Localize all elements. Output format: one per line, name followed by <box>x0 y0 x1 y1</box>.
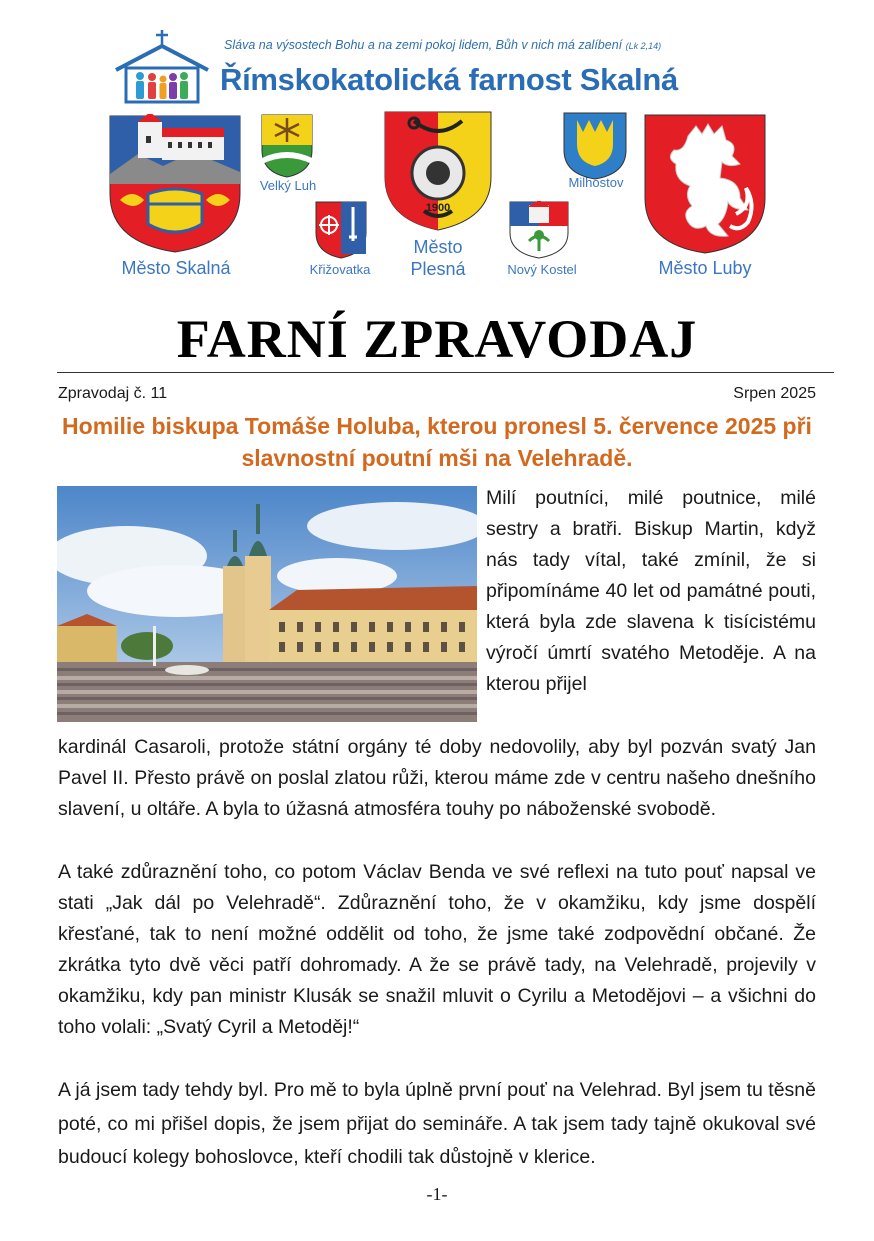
crest-skalna-icon <box>108 114 242 254</box>
article-paragraph-intro: Milí poutníci, milé poutnice, milé sestry a bratři. Biskup Martin, když nás tady vítal, také zmínil, že si připomínáme 40 let od památné pouti, která byla zde slavena k tisícistému výročí úmrtí svatého Metoděje. A na kterou přijel <box>486 487 816 695</box>
crest-label-krizovatka: Křižovatka <box>309 262 371 277</box>
crest-label-velky-luh: Velký Luh <box>259 178 317 193</box>
crest-label-milhostov: Milhostov <box>568 175 624 190</box>
article-paragraph-3: A já jsem tady tehdy byl. Pro mě to byla úplně první pouť na Velehrad. Byl jsem tu těsně poté, co mi přišel dopis, že jsem přijat do semináře. A tak jsem tady tajně okukoval své budoucí kolegy bohoslovce, kteří chodili tak důstojně v klerice. <box>58 1079 816 1168</box>
issue-number: Zpravodaj č. 11 <box>58 385 168 402</box>
crest-plesna-year: 1900 <box>425 202 451 214</box>
parish-logo-icon <box>112 30 212 106</box>
crest-label-luby: Město Luby <box>658 258 752 278</box>
crest-label-novy-kostel: Nový Kostel <box>507 262 577 277</box>
title-divider <box>57 372 834 373</box>
crest-label-plesna: Město Plesná <box>410 237 466 279</box>
motto: Sláva na výsostech Bohu a na zemi pokoj lidem, Bůh v nich má zalíbení (Lk 2,14) <box>224 38 662 52</box>
crest-milhostov-icon <box>563 112 627 180</box>
crest-novy-kostel-icon <box>509 201 569 259</box>
crest-label-skalna: Město Skalná <box>121 258 231 278</box>
crest-krizovatka-icon <box>315 201 367 259</box>
crest-velky-luh-icon <box>261 114 313 178</box>
page-number: -1- <box>426 1184 448 1204</box>
article-headline: Homilie biskupa Tomáše Holuba, kterou pronesl 5. července 2025 při slavnostní poutní mši na Velehradě. <box>62 413 812 471</box>
velehrad-basilica-photo <box>57 486 477 722</box>
newsletter-title: FARNÍ ZPRAVODAJ <box>176 309 698 369</box>
parish-name: Římskokatolická farnost Skalná <box>220 62 678 97</box>
crest-plesna-icon <box>384 111 492 231</box>
article-paragraph-2: A také zdůraznění toho, co potom Václav Benda ve své reflexi na tuto pouť napsal ve stati „Jak dál po Velehradě“. Zdůraznění toho, že v okamžiku, kdy jsme dospělí křesťané, tak to není možné oddělit od toho, že jsme také zodpovědní občané. Že zkrátka tyto dvě věci patří dohromady. A že se právě tady, na Velehradě, projevily v okamžiku, kdy pan ministr Klusák se snažil mluvit o Cyrilu a Metodějovi – a všichni do toho volali: „Svatý Cyril a Metoděj!“ <box>58 861 816 1038</box>
crest-luby-icon <box>644 114 766 254</box>
article-paragraph-1: kardinál Casaroli, protože státní orgány té doby nedovolily, aby byl pozván svatý Jan Pavel II. Přesto právě on poslal zlatou růži, kterou máme zde v centru našeho dnešního slavení, u oltáře. A byla to úžasná atmosféra touhy po náboženské svobodě. <box>58 736 816 820</box>
issue-date: Srpen 2025 <box>733 385 816 402</box>
